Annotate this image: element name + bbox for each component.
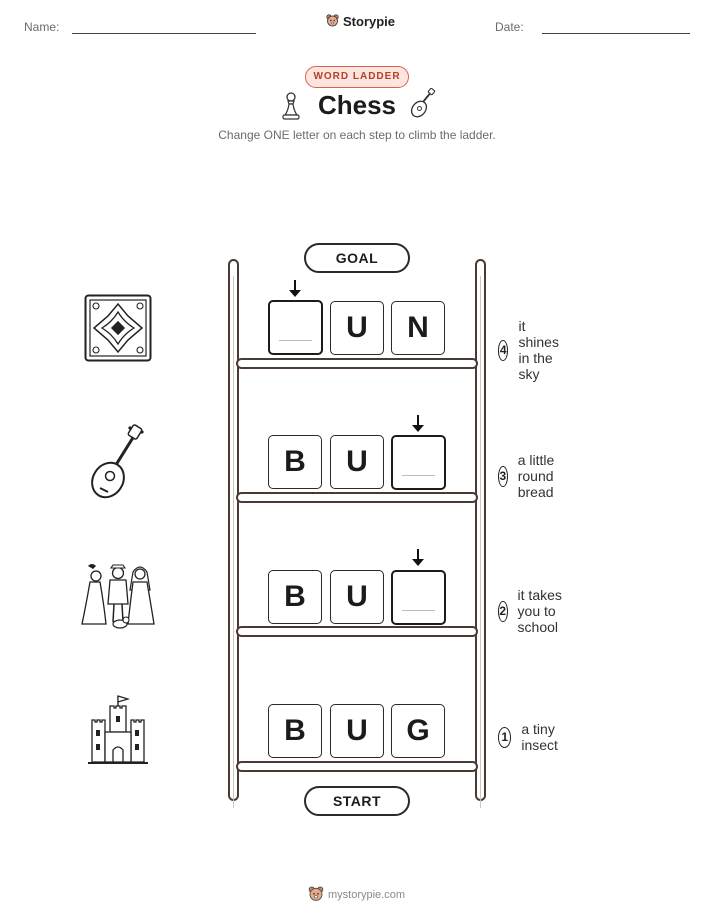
footer-url[interactable]: mystorypie.com	[328, 889, 406, 901]
date-line[interactable]	[542, 33, 690, 34]
name-line[interactable]	[72, 33, 256, 34]
letter-box	[268, 435, 322, 489]
step-number: 2	[498, 601, 508, 622]
letter-box	[330, 435, 384, 489]
letter-box	[330, 570, 384, 624]
chess-pawn-icon	[281, 91, 301, 121]
clue-text: a little round bread	[517, 452, 555, 500]
ornate-tile-icon	[84, 294, 152, 362]
letter-value: U	[346, 714, 368, 747]
clue-3	[498, 452, 565, 500]
lute-icon-small	[410, 88, 436, 120]
letter-value: B	[284, 714, 306, 747]
letter-value: G	[406, 714, 430, 747]
step-number: 4	[498, 340, 508, 361]
footer	[308, 886, 405, 904]
page-title: Chess	[317, 90, 397, 120]
clue-2	[498, 587, 569, 635]
start-pill: START	[304, 786, 410, 816]
word-ladder-badge: WORD LADDER	[305, 66, 409, 88]
date-label: Date:	[495, 20, 524, 34]
clue-text: it shines in the sky	[518, 318, 559, 382]
letter-box	[391, 301, 445, 355]
clue-4	[498, 318, 569, 382]
bear-mascot-icon	[308, 886, 324, 904]
arrow-down-icon	[411, 549, 425, 567]
letter-box	[391, 704, 445, 758]
villagers-icon	[78, 560, 158, 632]
lute-icon	[86, 424, 148, 500]
page-subtitle: Change ONE letter on each step to climb the ladder.	[218, 128, 496, 142]
letter-value: N	[407, 311, 429, 344]
letter-value: U	[346, 580, 368, 613]
name-label: Name:	[24, 20, 60, 34]
letter-value: B	[284, 580, 306, 613]
letter-box	[268, 704, 322, 758]
castle-icon	[86, 694, 150, 766]
clue-text: it takes you to school	[517, 587, 562, 635]
brand-logo	[326, 14, 395, 29]
step-number: 3	[498, 466, 508, 487]
goal-pill: GOAL	[304, 243, 410, 273]
letter-box	[330, 301, 384, 355]
bear-mascot-icon	[326, 14, 339, 29]
step-number: 1	[498, 727, 511, 748]
arrow-down-icon	[288, 280, 302, 298]
letter-box-blank[interactable]	[391, 435, 446, 490]
letter-value: U	[346, 445, 368, 478]
brand-name: Storypie	[343, 14, 396, 29]
letter-box-blank[interactable]	[268, 300, 323, 355]
clue-text: a tiny insect	[521, 721, 558, 753]
letter-value: B	[284, 445, 306, 478]
clue-1	[498, 721, 566, 753]
arrow-down-icon	[411, 415, 425, 433]
letter-box	[330, 704, 384, 758]
letter-box-blank[interactable]	[391, 570, 446, 625]
letter-box	[268, 570, 322, 624]
letter-value: U	[346, 311, 368, 344]
